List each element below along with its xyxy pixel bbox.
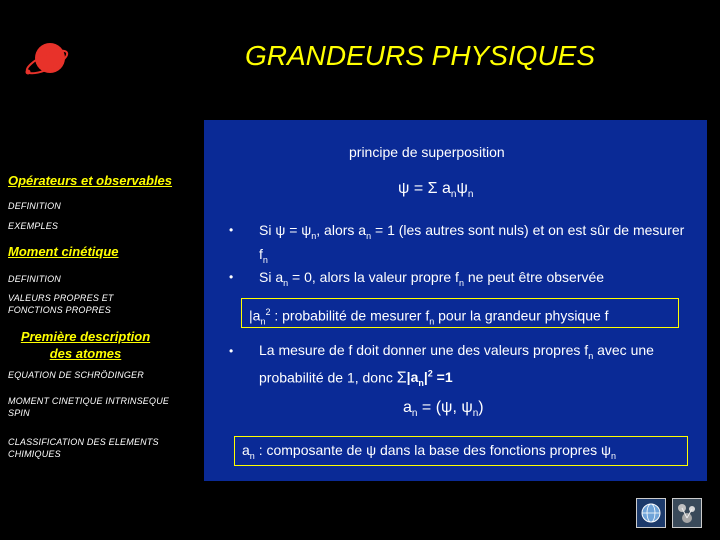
an-sub-2: n (472, 408, 479, 420)
nav-item-exemples[interactable]: EXEMPLES (8, 221, 59, 231)
nav-item-equation-schrodinger[interactable]: EQUATION DE SCHRÖDINGER (8, 370, 144, 380)
component-text (242, 441, 682, 465)
b1-part-c: = 1 (les autres sont nuls) et on est sûr de mesurer f (259, 222, 685, 262)
formula-psi: ψ (398, 180, 410, 197)
panel-subtitle: principe de superposition (349, 144, 505, 160)
globe-thumbnail-icon[interactable] (636, 498, 666, 528)
nav-heading-operateurs[interactable]: Opérateurs et observables (8, 173, 173, 188)
an-formula (403, 399, 484, 419)
an-sub: n (411, 408, 418, 420)
atom-logo-icon (22, 38, 72, 80)
an-c: ) (478, 399, 484, 416)
b3-part-a: La mesure de f doit donner une des valeurs propres f (259, 342, 589, 358)
nav-heading-premiere-description[interactable]: Première description des atomes (20, 329, 151, 361)
superposition-formula (398, 180, 473, 200)
nav-item-definition-2[interactable]: DEFINITION (8, 274, 61, 284)
box-part-a: |a (249, 307, 261, 324)
bullet-1: • (229, 223, 234, 237)
bullet-1-text (259, 221, 689, 269)
bullet-3-text (259, 341, 689, 392)
formula-a: a (437, 180, 451, 197)
last-sub-2: n (610, 450, 616, 461)
box-sup: 2 (265, 307, 271, 317)
b1-sub-3: n (262, 254, 268, 265)
probability-text (249, 303, 679, 330)
an-a: a (403, 399, 412, 416)
b2-sub-1: n (283, 277, 289, 288)
formula-sigma: Σ (427, 180, 438, 197)
page-title: GRANDEURS PHYSIQUES (244, 40, 596, 71)
nav-item-valeurs-propres[interactable]: VALEURS PROPRES ET FONCTIONS PROPRES (8, 293, 114, 315)
b2-part-c: ne peut être observée (463, 269, 605, 285)
box-sub-2: n (429, 316, 435, 327)
nav-item-definition-1[interactable]: DEFINITION (8, 201, 61, 211)
b3-part-c: |a (406, 369, 419, 386)
b3-part-d: | (423, 369, 428, 386)
b3-sup: 2 (427, 368, 433, 379)
nav-item-moment-spin[interactable]: MOMENT CINETIQUE INTRINSEQUE SPIN (8, 396, 170, 418)
b1-part-a: Si ψ = ψ (259, 222, 312, 238)
an-b: = (ψ, ψ (417, 399, 473, 416)
b2-part-b: = 0, alors la valeur propre f (288, 269, 459, 285)
b1-sub-1: n (311, 230, 317, 241)
bullet-2-text (259, 268, 689, 292)
formula-eq: = (409, 180, 428, 197)
b3-sub-2: n (418, 378, 424, 389)
formula-sub-n2: n (467, 189, 474, 201)
b3-sigma: Σ (396, 369, 407, 387)
formula-psi2: ψ (456, 180, 468, 197)
b3-part-b: avec une probabilité de 1, donc (259, 342, 654, 386)
bullet-2: • (229, 270, 234, 284)
last-b: : composante de ψ dans la base des fonctions propres ψ (254, 442, 611, 458)
b2-part-a: Si a (259, 269, 284, 285)
b1-sub-2: n (366, 230, 372, 241)
b2-sub-2: n (458, 277, 464, 288)
box-part-b: : probabilité de mesurer f (270, 307, 430, 324)
nav-heading-moment-cinetique[interactable]: Moment cinétique (8, 244, 119, 259)
bullet-3: • (229, 344, 234, 358)
box-sub: n (260, 316, 266, 327)
molecule-thumbnail-icon[interactable] (672, 498, 702, 528)
b3-sub: n (588, 350, 594, 361)
formula-sub-n1: n (450, 189, 457, 201)
last-a: a (242, 442, 250, 458)
last-sub: n (249, 450, 255, 461)
b3-part-e: =1 (432, 369, 453, 386)
box-part-c: pour la grandeur physique f (434, 307, 609, 324)
b1-part-b: , alors a (316, 222, 367, 238)
nav-item-classification[interactable]: CLASSIFICATION DES ELEMENTS CHIMIQUES (8, 437, 159, 459)
